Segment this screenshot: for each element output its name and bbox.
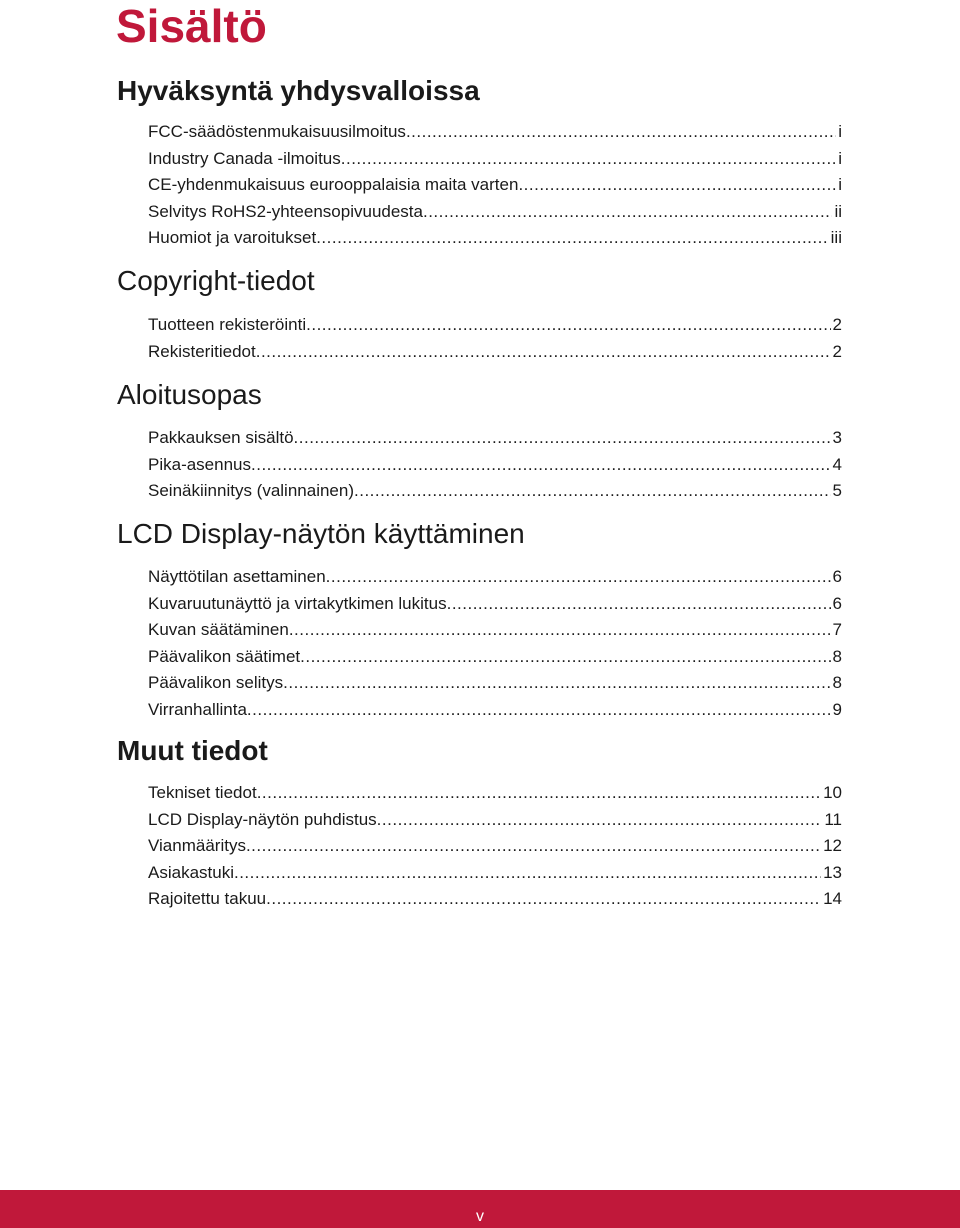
toc-entry-title: Tuotteen rekisteröinti: [148, 315, 307, 334]
toc-entry-title: Asiakastuki: [148, 862, 234, 882]
toc-entry[interactable]: [148, 172, 842, 199]
toc-entry[interactable]: [148, 697, 842, 724]
section-heading-approvals: Hyväksyntä yhdysvalloissa: [117, 75, 480, 106]
toc-page-number: i: [838, 148, 842, 168]
toc-leader-dots: [341, 146, 836, 172]
toc-entry[interactable]: [148, 339, 842, 366]
toc-page-number: 6: [832, 567, 842, 586]
toc-entry-title: Pakkauksen sisältö: [148, 428, 294, 447]
toc-page-number: 7: [832, 620, 842, 639]
toc-page-number: 6: [832, 593, 842, 613]
toc-entry-title: Kuvaruutunäyttö ja virtakytkimen lukitus: [148, 593, 447, 613]
toc-leader-dots: [251, 452, 831, 478]
toc-page-number: 5: [832, 481, 842, 500]
toc-leader-dots: [316, 225, 828, 251]
toc-entry[interactable]: [148, 452, 842, 479]
toc-entry[interactable]: [148, 833, 842, 860]
toc-list-approvals: [148, 119, 842, 252]
toc-entry-title: Vianmääritys: [148, 836, 246, 855]
toc-entry[interactable]: [148, 644, 842, 671]
toc-leader-dots: [289, 617, 831, 643]
toc-list-getting-started: [148, 425, 842, 505]
toc-entry[interactable]: [148, 670, 842, 697]
toc-entry[interactable]: [148, 564, 842, 591]
toc-leader-dots: [246, 833, 821, 859]
toc-leader-dots: [306, 312, 830, 338]
section-heading-using-display: LCD Display-näytön käyttäminen: [117, 518, 525, 549]
toc-entry[interactable]: [148, 860, 842, 887]
toc-page-number: 12: [823, 836, 842, 855]
page-title: Sisältö: [116, 0, 267, 52]
toc-leader-dots: [256, 339, 831, 365]
toc-entry-title: Rajoitettu takuu: [148, 889, 267, 908]
toc-entry-title: Päävalikon selitys: [148, 673, 284, 692]
toc-entry-title: Näyttötilan asettaminen: [148, 567, 326, 586]
toc-leader-dots: [518, 172, 836, 198]
toc-entry-title: Rekisteritiedot: [148, 341, 256, 361]
toc-page-number: 3: [832, 428, 842, 447]
toc-list-using-display: [148, 564, 842, 723]
toc-entry[interactable]: [148, 780, 842, 807]
toc-entry[interactable]: [148, 425, 842, 452]
toc-entry[interactable]: [148, 146, 842, 173]
toc-leader-dots: [294, 425, 831, 451]
toc-page-number: 10: [823, 783, 842, 802]
toc-page-number: 2: [832, 341, 842, 361]
toc-entry[interactable]: [148, 478, 842, 505]
toc-page-number: 9: [832, 699, 842, 719]
toc-page-number: 14: [823, 889, 842, 908]
toc-entry[interactable]: [148, 119, 842, 146]
toc-leader-dots: [300, 644, 830, 670]
toc-page-number: 4: [832, 454, 842, 474]
toc-entry[interactable]: [148, 617, 842, 644]
section-heading-getting-started: Aloitusopas: [117, 379, 262, 410]
toc-page-number: 2: [832, 315, 842, 334]
toc-entry[interactable]: [148, 886, 842, 913]
toc-leader-dots: [354, 478, 831, 504]
toc-entry-title: Selvitys RoHS2-yhteensopivuudesta: [148, 201, 423, 221]
toc-page-number: 8: [832, 673, 842, 692]
toc-list-copyright: [148, 312, 842, 365]
toc-page-number: iii: [830, 228, 842, 247]
toc-entry-title: Industry Canada -ilmoitus: [148, 148, 341, 168]
toc-page-number: i: [838, 122, 842, 141]
toc-entry-title: LCD Display-näytön puhdistus: [148, 809, 377, 829]
toc-entry[interactable]: [148, 807, 842, 834]
toc-leader-dots: [234, 860, 821, 886]
toc-entry[interactable]: [148, 199, 842, 226]
toc-page-number: ii: [834, 201, 842, 221]
toc-entry-title: Pika-asennus: [148, 454, 252, 474]
section-heading-other-info: Muut tiedot: [117, 735, 268, 766]
toc-entry[interactable]: [148, 591, 842, 618]
section-heading-copyright: Copyright-tiedot: [117, 265, 315, 296]
toc-entry-title: Tekniset tiedot: [148, 783, 257, 802]
toc-page-number: 8: [832, 646, 842, 666]
toc-entry[interactable]: [148, 225, 842, 252]
toc-leader-dots: [406, 119, 836, 145]
toc-entry-title: Virranhallinta: [148, 699, 247, 719]
toc-page-number: 11: [824, 809, 842, 829]
toc-entry[interactable]: [148, 312, 842, 339]
toc-leader-dots: [377, 807, 823, 833]
toc-leader-dots: [257, 780, 821, 806]
toc-leader-dots: [423, 199, 832, 225]
toc-leader-dots: [326, 564, 831, 590]
toc-leader-dots: [247, 697, 831, 723]
toc-entry-title: Päävalikon säätimet: [148, 646, 301, 666]
toc-leader-dots: [283, 670, 830, 696]
toc-leader-dots: [266, 886, 821, 912]
toc-list-other-info: [148, 780, 842, 913]
toc-entry-title: Kuvan säätäminen: [148, 620, 289, 639]
toc-leader-dots: [447, 591, 831, 617]
toc-page-number: 13: [823, 862, 842, 882]
toc-entry-title: Huomiot ja varoitukset: [148, 228, 317, 247]
toc-page-number: i: [838, 175, 842, 194]
footer-bar: [0, 1190, 960, 1228]
toc-entry-title: Seinäkiinnitys (valinnainen): [148, 481, 355, 500]
toc-entry-title: FCC-säädöstenmukaisuusilmoitus: [148, 122, 406, 141]
footer-page-number: v: [476, 1208, 484, 1225]
toc-entry-title: CE-yhdenmukaisuus eurooppalaisia maita varten: [148, 175, 519, 194]
